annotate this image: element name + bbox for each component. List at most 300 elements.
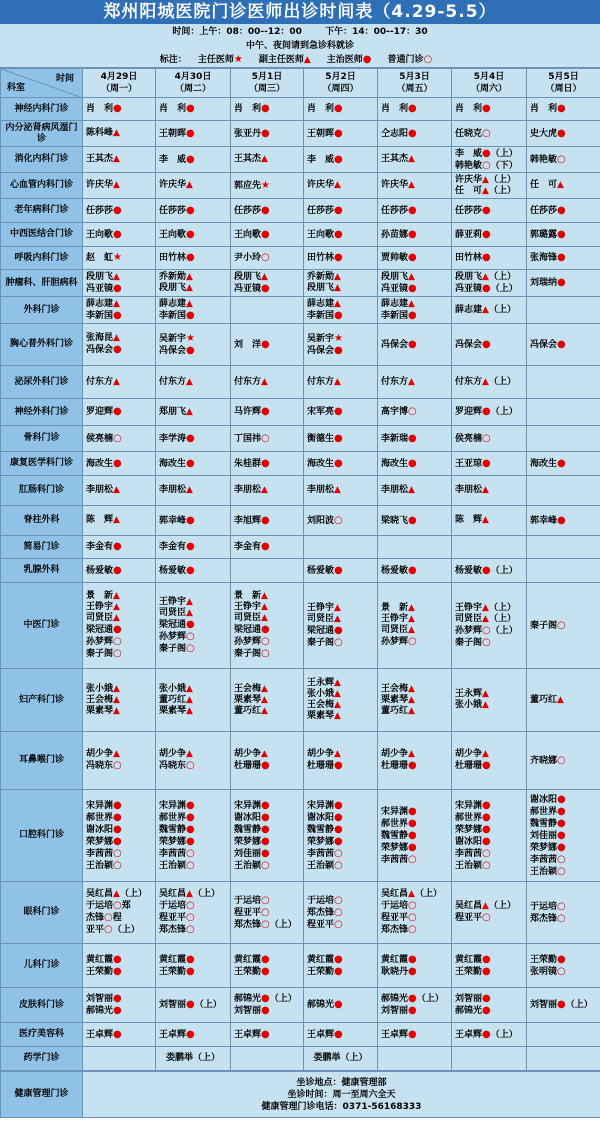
doctor-entry bbox=[159, 1053, 227, 1064]
doctor-name: 乔新勋 bbox=[159, 272, 187, 282]
doctor-name: 冯保会 bbox=[86, 345, 114, 355]
triangle-icon: ▲ bbox=[408, 749, 415, 759]
dot-icon: ● bbox=[408, 841, 417, 853]
legend-item bbox=[198, 53, 243, 67]
schedule-cell bbox=[83, 476, 156, 506]
doctor-entry bbox=[455, 406, 523, 418]
doctor-name: 刘智丽 bbox=[381, 1006, 409, 1016]
session-note: （上） bbox=[488, 185, 516, 196]
doctor-entry bbox=[86, 602, 152, 613]
doctor-entry bbox=[381, 485, 448, 496]
triangle-icon: ▲ bbox=[113, 613, 120, 623]
doctor-entry bbox=[530, 339, 597, 351]
doctor-entry bbox=[381, 1005, 448, 1017]
doctor-entry bbox=[159, 860, 227, 872]
doctor-entry bbox=[530, 205, 597, 217]
dot-icon: ● bbox=[261, 127, 270, 139]
doctor-entry bbox=[455, 433, 523, 445]
triangle-icon: ▲ bbox=[408, 889, 415, 899]
doctor-entry bbox=[86, 406, 152, 418]
triangle-icon: ▲ bbox=[482, 901, 489, 911]
schedule-cell bbox=[156, 121, 231, 147]
doctor-entry bbox=[381, 889, 448, 900]
doctor-name: 郭应先 bbox=[234, 180, 262, 191]
doctor-name: 肖 利 bbox=[381, 104, 409, 114]
triangle-icon: ▲ bbox=[186, 607, 193, 618]
legend-item bbox=[259, 53, 311, 67]
triangle-icon: ▲ bbox=[186, 298, 193, 309]
triangle-icon: ▲ bbox=[334, 283, 341, 293]
doctor-entry bbox=[86, 299, 152, 310]
doctor-entry bbox=[86, 684, 152, 695]
dot-icon: ● bbox=[113, 406, 122, 417]
dot-icon: ● bbox=[261, 103, 270, 114]
doctor-name: 李学涛 bbox=[159, 433, 187, 444]
dot-icon: ● bbox=[186, 103, 195, 114]
doctor-entry bbox=[307, 283, 374, 294]
schedule-cell bbox=[527, 669, 600, 732]
doctor-name: 付东方 bbox=[234, 376, 262, 387]
schedule-cell bbox=[231, 559, 304, 583]
dot-icon: ● bbox=[408, 309, 417, 321]
doctor-entry bbox=[530, 695, 597, 706]
doctor-name: 付东方 bbox=[455, 376, 483, 387]
doctor-name: 王治颖 bbox=[159, 860, 187, 871]
schedule-cell bbox=[378, 399, 452, 426]
dept-name: 儿科门诊 bbox=[1, 944, 83, 988]
doctor-entry bbox=[86, 636, 152, 648]
doctor-name: 耿晓丹 bbox=[381, 966, 409, 977]
doctor-entry bbox=[234, 836, 300, 848]
doctor-entry bbox=[234, 860, 300, 872]
doctor-name: 刘智丽 bbox=[530, 1000, 558, 1010]
doctor-entry bbox=[234, 458, 300, 470]
schedule-cell bbox=[83, 121, 156, 147]
doctor-entry bbox=[234, 602, 300, 613]
dot-icon: ● bbox=[186, 252, 195, 263]
table-row bbox=[1, 399, 600, 426]
doctor-name: 吴红昌 bbox=[86, 889, 114, 899]
doctor-entry bbox=[234, 824, 300, 836]
doctor-entry bbox=[86, 749, 152, 760]
session-note: （上） bbox=[488, 376, 516, 387]
triangle-icon: ▲ bbox=[408, 180, 415, 190]
dot-icon: ● bbox=[557, 805, 566, 817]
doctor-entry bbox=[307, 103, 374, 115]
doctor-entry bbox=[455, 860, 523, 872]
doctor-entry bbox=[234, 283, 300, 295]
doctor-name: 刘 洋 bbox=[234, 339, 262, 350]
dot-icon: ● bbox=[334, 344, 343, 356]
schedule-cell bbox=[527, 247, 600, 270]
doctor-entry bbox=[530, 154, 597, 166]
table-row bbox=[1, 476, 600, 506]
dot-icon: ● bbox=[334, 624, 343, 636]
doctor-entry bbox=[159, 695, 227, 706]
dot-icon: ● bbox=[408, 432, 417, 444]
triangle-icon: ▲ bbox=[261, 613, 268, 623]
doctor-name: 任莎莎 bbox=[234, 205, 262, 216]
schedule-cell bbox=[304, 399, 378, 426]
day-weekday: （周日） bbox=[545, 84, 582, 94]
doctor-entry bbox=[86, 860, 152, 872]
triangle-icon: ▲ bbox=[482, 515, 489, 525]
doctor-entry bbox=[530, 794, 597, 806]
doctor-name: 荣梦娜 bbox=[530, 842, 558, 853]
doctor-entry bbox=[307, 836, 374, 848]
ring-icon: ○ bbox=[113, 636, 122, 647]
schedule-cell bbox=[156, 1047, 231, 1071]
doctor-name: 段朋飞 bbox=[455, 271, 483, 282]
dot-icon: ● bbox=[408, 514, 417, 526]
doctor-entry bbox=[381, 299, 448, 310]
schedule-cell bbox=[527, 559, 600, 583]
doctor-name: 郑杰锋 bbox=[307, 907, 335, 918]
day-weekday: （周六） bbox=[470, 84, 507, 94]
doctor-name: 王向歌 bbox=[307, 229, 335, 240]
schedule-cell bbox=[304, 732, 378, 790]
dot-icon: ● bbox=[261, 965, 270, 977]
dot-icon: ● bbox=[408, 953, 417, 965]
schedule-cell bbox=[527, 944, 600, 988]
doctor-name: 杰锋 bbox=[86, 913, 105, 923]
schedule-cell bbox=[156, 366, 231, 399]
dot-icon: ● bbox=[334, 127, 343, 139]
schedule-cell bbox=[527, 1023, 600, 1047]
table-row bbox=[1, 452, 600, 476]
dept-name: 胸心普外科门诊 bbox=[1, 324, 83, 366]
dot-icon: ● bbox=[482, 406, 491, 417]
doctor-entry bbox=[159, 966, 227, 978]
doctor-name: 景 新 bbox=[86, 591, 114, 601]
dot-icon: ● bbox=[408, 204, 417, 216]
schedule-cell bbox=[156, 790, 231, 882]
doctor-entry bbox=[307, 848, 374, 860]
doctor-entry bbox=[159, 954, 227, 966]
doctor-name: 孙梦辉 bbox=[86, 637, 114, 647]
dot-icon: ● bbox=[482, 564, 491, 576]
doctor-entry bbox=[530, 901, 597, 913]
doctor-name: 王向歌 bbox=[86, 229, 114, 240]
doctor-entry bbox=[86, 591, 152, 602]
ring-icon: ○ bbox=[482, 912, 491, 923]
doctor-entry bbox=[234, 895, 300, 907]
doctor-name: 李旭辉 bbox=[234, 515, 262, 526]
doctor-name: 段朋飞 bbox=[86, 271, 114, 282]
footer-table bbox=[0, 1071, 600, 1118]
doctor-entry bbox=[455, 993, 523, 1005]
dot-icon: ● bbox=[408, 965, 417, 977]
doctor-name: 秦子阁 bbox=[159, 643, 187, 654]
ring-icon: ○ bbox=[557, 853, 566, 865]
doctor-name: 李朋松 bbox=[234, 485, 262, 495]
doctor-name: 秦子阁 bbox=[530, 620, 558, 631]
ring-icon: ○ bbox=[186, 924, 195, 935]
schedule-cell bbox=[304, 426, 378, 452]
triangle-icon: ▲ bbox=[113, 749, 120, 759]
schedule-cell bbox=[378, 98, 452, 121]
doctor-name: 荣梦娜 bbox=[455, 824, 483, 835]
doctor-entry bbox=[381, 154, 448, 165]
doctor-entry bbox=[455, 800, 523, 812]
doctor-name: 李 威 bbox=[159, 154, 187, 165]
dot-icon: ● bbox=[408, 1005, 417, 1016]
schedule-cell bbox=[378, 223, 452, 247]
doctor-entry bbox=[530, 830, 597, 842]
doctor-entry bbox=[307, 966, 374, 978]
session-note: （上） bbox=[565, 1000, 593, 1010]
doctor-entry bbox=[307, 565, 374, 577]
doctor-name: 胡少争 bbox=[234, 749, 262, 759]
doctor-entry bbox=[86, 1005, 152, 1017]
doctor-name: 郑朋飞 bbox=[159, 406, 187, 417]
dept-name: 神经外科门诊 bbox=[1, 399, 83, 426]
doctor-entry bbox=[159, 900, 227, 912]
doctor-entry bbox=[455, 148, 523, 160]
doctor-entry bbox=[234, 128, 300, 140]
doctor-entry bbox=[381, 818, 448, 830]
doctor-entry bbox=[307, 1053, 374, 1064]
ring-icon: ○ bbox=[261, 859, 270, 871]
dot-icon: ● bbox=[482, 823, 491, 835]
schedule-cell bbox=[231, 98, 304, 121]
doctor-name: 肖 利 bbox=[530, 104, 558, 114]
day-date: 4月30日 bbox=[174, 72, 212, 82]
dot-icon: ● bbox=[334, 153, 343, 165]
triangle-icon: ▲ bbox=[186, 376, 193, 387]
dot-icon: ● bbox=[186, 965, 195, 977]
table-row bbox=[1, 1047, 600, 1071]
triangle-icon: ▲ bbox=[482, 749, 489, 759]
doctor-entry bbox=[307, 824, 374, 836]
schedule-cell bbox=[378, 583, 452, 669]
doctor-name: 李新国 bbox=[86, 310, 114, 321]
notice: 中午、夜间请到急诊科就诊 bbox=[245, 41, 354, 51]
footer-phone: 健康管理门诊电话：0371-56168333 bbox=[261, 1101, 422, 1112]
doctor-entry bbox=[455, 205, 523, 217]
dot-icon: ● bbox=[186, 999, 195, 1010]
doctor-entry bbox=[381, 128, 448, 140]
schedule-cell bbox=[83, 399, 156, 426]
session-note: （上） bbox=[340, 1053, 368, 1063]
triangle-icon: ▲ bbox=[186, 749, 193, 759]
doctor-name: 薛志建 bbox=[455, 304, 483, 315]
doctor-name: 孙梦辉 bbox=[234, 637, 262, 647]
legend bbox=[0, 53, 600, 67]
session-note: （上） bbox=[488, 602, 516, 613]
doctor-name: 黄红霞 bbox=[307, 954, 335, 965]
triangle-icon: ▲ bbox=[261, 376, 268, 387]
dot-icon: ● bbox=[113, 309, 122, 321]
dot-icon: ● bbox=[408, 817, 417, 829]
triangle-icon: ▲ bbox=[408, 154, 415, 164]
schedule-cell bbox=[304, 1023, 378, 1047]
doctor-name: 冯保会 bbox=[159, 345, 187, 356]
doctor-name: 韩艳敏 bbox=[530, 154, 558, 165]
dot-icon: ● bbox=[113, 1005, 122, 1016]
dot-icon: ● bbox=[186, 514, 195, 526]
dot-icon: ● bbox=[186, 618, 195, 630]
schedule-cell bbox=[452, 366, 527, 399]
schedule-cell bbox=[156, 223, 231, 247]
doctor-entry bbox=[455, 160, 523, 172]
footer-hours: 坐诊时间：周一至周六全天 bbox=[287, 1089, 396, 1100]
doctor-name: 王治颖 bbox=[455, 860, 483, 871]
dept-name: 妇产科门诊 bbox=[1, 669, 83, 732]
ring-icon: ○ bbox=[557, 965, 566, 977]
schedule-cell bbox=[231, 506, 304, 536]
doctor-name: 孙梦辉 bbox=[381, 637, 409, 647]
doctor-name: 黄红霞 bbox=[234, 954, 262, 965]
doctor-name: 刘智丽 bbox=[86, 994, 114, 1004]
legend-label: 副主任医师 bbox=[258, 55, 304, 65]
triangle-icon: ▲ bbox=[113, 128, 120, 138]
doctor-name: 王治颖 bbox=[86, 860, 114, 871]
day-header bbox=[527, 69, 600, 98]
doctor-entry bbox=[307, 954, 374, 966]
table-row bbox=[1, 1023, 600, 1047]
schedule-cell bbox=[304, 790, 378, 882]
doctor-name: 陈科峰 bbox=[86, 128, 114, 138]
schedule-cell bbox=[378, 790, 452, 882]
schedule-cell bbox=[527, 173, 600, 199]
doctor-name: 刘智丽 bbox=[455, 994, 483, 1004]
doctor-entry bbox=[86, 706, 152, 717]
doctor-name: 张小娥 bbox=[307, 689, 335, 699]
doctor-entry bbox=[307, 895, 374, 907]
dept-name: 泌尿外科门诊 bbox=[1, 366, 83, 399]
doctor-entry bbox=[86, 310, 152, 322]
doctor-entry bbox=[86, 229, 152, 241]
dot-icon: ● bbox=[408, 993, 417, 1004]
doctor-name: 田竹林 bbox=[159, 253, 187, 263]
schedule-cell bbox=[378, 506, 452, 536]
session-note: （上） bbox=[112, 925, 140, 935]
schedule-cell bbox=[156, 559, 231, 583]
doctor-name: 董巧红 bbox=[159, 694, 187, 705]
doctor-entry bbox=[455, 760, 523, 772]
doctor-name: 任莎莎 bbox=[159, 205, 187, 216]
dot-icon: ● bbox=[186, 564, 195, 576]
doctor-entry bbox=[234, 205, 300, 217]
doctor-entry bbox=[381, 1029, 448, 1041]
doctor-name: 梁冠通 bbox=[234, 625, 262, 635]
doctor-entry bbox=[159, 377, 227, 388]
doctor-name: 郝世界 bbox=[455, 812, 483, 823]
doctor-entry bbox=[530, 866, 597, 878]
doctor-name: 于运培 bbox=[159, 901, 187, 911]
triangle-icon: ▲ bbox=[261, 591, 268, 601]
dept-name: 呼吸内科门诊 bbox=[1, 247, 83, 270]
ring-icon: ○ bbox=[482, 636, 491, 648]
ring-icon: ○ bbox=[334, 894, 343, 906]
ring-icon: ○ bbox=[113, 648, 122, 659]
doctor-name: 王朝晖 bbox=[159, 128, 187, 139]
doctor-entry bbox=[381, 229, 448, 241]
doctor-entry bbox=[86, 800, 152, 812]
doctor-entry bbox=[381, 966, 448, 978]
schedule-cell bbox=[378, 536, 452, 559]
dot-icon: ● bbox=[113, 282, 122, 294]
schedule-cell bbox=[156, 173, 231, 199]
doctor-name: 刘智丽 bbox=[159, 1000, 187, 1010]
doctor-name: 程亚平 bbox=[455, 913, 483, 923]
doctor-entry bbox=[159, 205, 227, 217]
table-row bbox=[1, 173, 600, 199]
dot-icon: ● bbox=[186, 127, 195, 139]
doctor-name: 肖 利 bbox=[86, 104, 114, 114]
dot-icon: ● bbox=[334, 799, 343, 811]
dept-name: 中医门诊 bbox=[1, 583, 83, 669]
doctor-name: 许庆华 bbox=[86, 180, 114, 190]
schedule-cell bbox=[378, 324, 452, 366]
ring-icon: ○ bbox=[408, 924, 417, 935]
doctor-name: 王治颖 bbox=[307, 860, 335, 871]
doctor-entry bbox=[530, 103, 597, 115]
dot-icon: ● bbox=[557, 841, 566, 853]
schedule-cell bbox=[452, 426, 527, 452]
doctor-name: 李朋松 bbox=[159, 485, 187, 495]
dot-icon: ● bbox=[186, 457, 195, 469]
doctor-name: 郭璐露 bbox=[530, 229, 558, 240]
table-row bbox=[1, 790, 600, 882]
schedule-cell bbox=[378, 882, 452, 944]
session-note: （上） bbox=[490, 1029, 518, 1040]
triangle-icon: ▲ bbox=[261, 602, 268, 612]
doctor-name: 黄红霞 bbox=[159, 954, 187, 965]
schedule-body bbox=[1, 98, 600, 1071]
doctor-name: 许庆华 bbox=[159, 180, 187, 190]
doctor-name: 刘阳波 bbox=[307, 515, 335, 526]
doctor-name: 王荣勤 bbox=[307, 966, 335, 977]
triangle-icon: ▲ bbox=[408, 271, 415, 282]
doctor-entry bbox=[86, 272, 152, 283]
schedule-cell bbox=[378, 452, 452, 476]
doctor-entry bbox=[381, 180, 448, 191]
ring-icon: ○ bbox=[186, 642, 195, 654]
doctor-entry bbox=[234, 272, 300, 283]
triangle-icon: ▲ bbox=[334, 678, 341, 688]
schedule-cell bbox=[156, 583, 231, 669]
triangle-icon: ▲ bbox=[113, 683, 120, 694]
schedule-cell bbox=[231, 988, 304, 1023]
dot-icon: ● bbox=[557, 953, 566, 965]
doctor-name: 张明镜 bbox=[530, 966, 558, 977]
doctor-name: 董巧红 bbox=[234, 705, 262, 716]
doctor-name: 王其杰 bbox=[234, 154, 262, 164]
table-row bbox=[1, 882, 600, 944]
doctor-entry bbox=[530, 854, 597, 866]
doctor-entry bbox=[455, 515, 523, 526]
schedule-cell bbox=[527, 882, 600, 944]
triangle-icon: ▲ bbox=[334, 700, 341, 710]
dot-icon: ● bbox=[557, 817, 566, 829]
doctor-entry bbox=[234, 636, 300, 648]
dot-icon: ● bbox=[408, 457, 417, 469]
doctor-name: 荣梦娜 bbox=[381, 842, 409, 853]
triangle-icon: ▲ bbox=[113, 298, 120, 309]
session-note: （上） bbox=[490, 148, 518, 159]
session-note: （上） bbox=[488, 174, 516, 185]
schedule-cell bbox=[304, 944, 378, 988]
doctor-entry bbox=[381, 283, 448, 295]
dot-icon: ● bbox=[334, 1028, 343, 1040]
doctor-name: 肖 利 bbox=[455, 104, 483, 114]
doctor-name: 栗素琴 bbox=[159, 705, 187, 716]
doctor-name: 田竹林 bbox=[307, 253, 335, 263]
ring-icon: ○ bbox=[482, 847, 491, 859]
doctor-entry bbox=[86, 695, 152, 706]
